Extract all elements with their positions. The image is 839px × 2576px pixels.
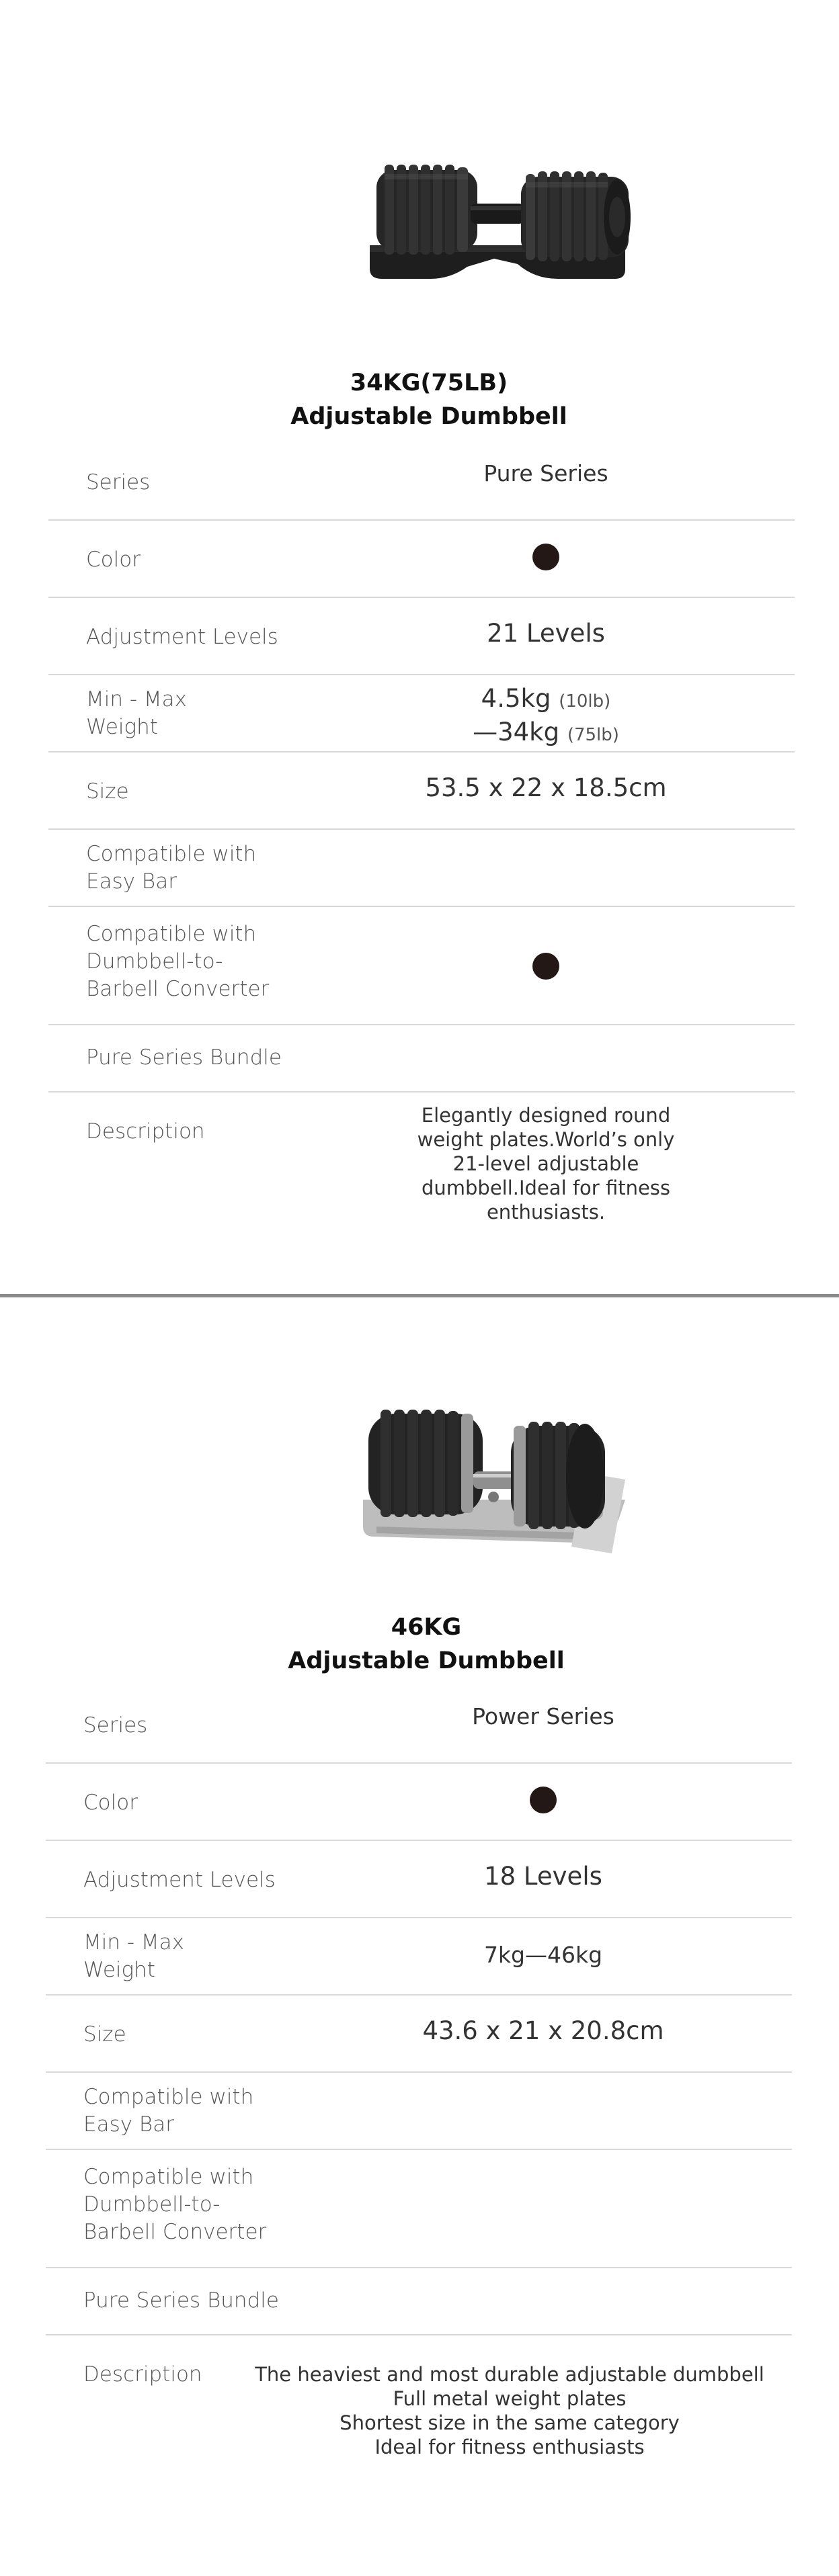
spec-label-size: Size <box>86 779 129 804</box>
description-line: weight plates.World’s only <box>417 1128 675 1151</box>
description-line: enthusiasts. <box>486 1201 606 1223</box>
color-swatch <box>530 1787 557 1813</box>
spec-row-bundle <box>46 2268 792 2335</box>
description-line: The heaviest and most durable adjustable dumbbell <box>255 2363 764 2386</box>
spec-label-size: Size <box>83 2022 126 2047</box>
spec-value-series: Pure Series <box>483 460 608 486</box>
spec-label-weight-line1: Min - Max <box>86 687 187 712</box>
weight-max-kg: —34kg <box>473 718 560 746</box>
spec-value-size: 43.6 x 21 x 20.8cm <box>422 2016 664 2045</box>
spec-label-weight-line2: Weight <box>86 715 158 739</box>
spec-value-size: 53.5 x 22 x 18.5cm <box>425 773 667 802</box>
product-title-name: Adjustable Dumbbell <box>288 1647 565 1674</box>
spec-row-series <box>46 1686 792 1764</box>
spec-row-weight <box>48 675 795 753</box>
spec-label-weight <box>83 1929 285 1984</box>
spec-label-converter-line1: Compatible with <box>86 922 257 946</box>
weight-min-lb: (10lb) <box>559 691 611 712</box>
color-swatch <box>532 544 559 570</box>
spec-value-description <box>214 2362 805 2459</box>
spec-row-bundle <box>48 1025 795 1092</box>
spec-row-easy-bar <box>46 2073 792 2150</box>
product-card-power-series <box>0 1298 839 2576</box>
spec-row-series <box>48 443 795 521</box>
spec-label-converter <box>86 920 288 1003</box>
description-line: dumbbell.Ideal for fitness <box>421 1176 671 1199</box>
spec-label-easy-bar <box>86 841 288 896</box>
compatible-dot <box>532 953 559 980</box>
spec-row-easy-bar <box>48 830 795 907</box>
spec-row-description <box>46 2335 792 2490</box>
spec-label-weight <box>86 686 288 741</box>
spec-row-size <box>48 753 795 830</box>
spec-label-easy-bar-line2: Easy Bar <box>86 869 177 894</box>
product-image-pure-dumbbell <box>350 144 645 319</box>
spec-value-weight: 7kg—46kg <box>483 1942 603 1968</box>
spec-label-converter-line3: Barbell Converter <box>83 2220 267 2244</box>
description-line: Ideal for fitness enthusiasts <box>374 2436 645 2458</box>
product-title-weight: 34KG(75LB) <box>350 370 508 396</box>
weight-max-line <box>317 717 774 750</box>
spec-row-color <box>48 521 795 598</box>
spec-label-series: Series <box>83 1713 148 1737</box>
dumbbell-illustration <box>350 1399 645 1574</box>
description-line: Elegantly designed round <box>421 1104 671 1127</box>
spec-table <box>46 1686 792 2490</box>
product-title <box>9 366 839 433</box>
spec-label-bundle: Pure Series Bundle <box>86 1045 282 1070</box>
spec-label-color: Color <box>86 548 141 572</box>
spec-row-converter <box>48 907 795 1025</box>
spec-label-description: Description <box>86 1119 205 1144</box>
description-line: 21-level adjustable <box>452 1152 639 1175</box>
description-line: Full metal weight plates <box>393 2387 627 2410</box>
spec-value-series: Power Series <box>472 1703 614 1729</box>
spec-row-levels <box>46 1841 792 1918</box>
spec-label-converter-line3: Barbell Converter <box>86 977 270 1001</box>
spec-row-converter <box>46 2150 792 2268</box>
spec-label-converter-line1: Compatible with <box>83 2165 254 2189</box>
spec-table <box>48 443 795 1240</box>
spec-label-converter-line2: Dumbbell-to- <box>86 949 223 974</box>
spec-label-levels: Adjustment Levels <box>83 1868 276 1892</box>
product-title <box>7 1611 839 1678</box>
spec-row-levels <box>48 598 795 675</box>
spec-value-color <box>317 544 774 573</box>
spec-value-color <box>315 1787 772 1816</box>
spec-label-weight-line2: Weight <box>83 1958 155 1982</box>
spec-label-easy-bar-line2: Easy Bar <box>83 2112 174 2137</box>
product-title-name: Adjustable Dumbbell <box>290 403 567 430</box>
spec-label-converter <box>83 2163 285 2246</box>
product-image-power-dumbbell <box>350 1399 645 1574</box>
weight-max-lb: (75lb) <box>567 725 619 745</box>
spec-label-description: Description <box>83 2362 202 2387</box>
dumbbell-illustration <box>350 144 645 319</box>
spec-row-size <box>46 1995 792 2073</box>
section-divider <box>0 1294 839 1297</box>
weight-min-line <box>317 683 774 717</box>
spec-label-levels: Adjustment Levels <box>86 625 278 649</box>
weight-min-kg: 4.5kg <box>481 684 551 713</box>
spec-value-description <box>317 1103 774 1224</box>
spec-row-weight <box>46 1918 792 1995</box>
spec-label-bundle: Pure Series Bundle <box>83 2288 279 2313</box>
spec-value-levels: 18 Levels <box>484 1862 602 1891</box>
spec-label-easy-bar-line1: Compatible with <box>86 842 257 866</box>
spec-row-color <box>46 1764 792 1841</box>
spec-label-weight-line1: Min - Max <box>83 1930 184 1955</box>
product-title-weight: 46KG <box>391 1614 462 1641</box>
spec-value-levels: 21 Levels <box>487 619 605 648</box>
spec-row-description <box>48 1092 795 1240</box>
description-line: Shortest size in the same category <box>339 2411 680 2434</box>
spec-label-converter-line2: Dumbbell-to- <box>83 2192 221 2217</box>
spec-label-series: Series <box>86 470 151 495</box>
spec-value-converter <box>317 953 774 982</box>
spec-label-easy-bar-line1: Compatible with <box>83 2085 254 2109</box>
spec-label-color: Color <box>83 1791 138 1815</box>
spec-label-easy-bar <box>83 2084 285 2139</box>
spec-value-weight <box>317 683 774 750</box>
